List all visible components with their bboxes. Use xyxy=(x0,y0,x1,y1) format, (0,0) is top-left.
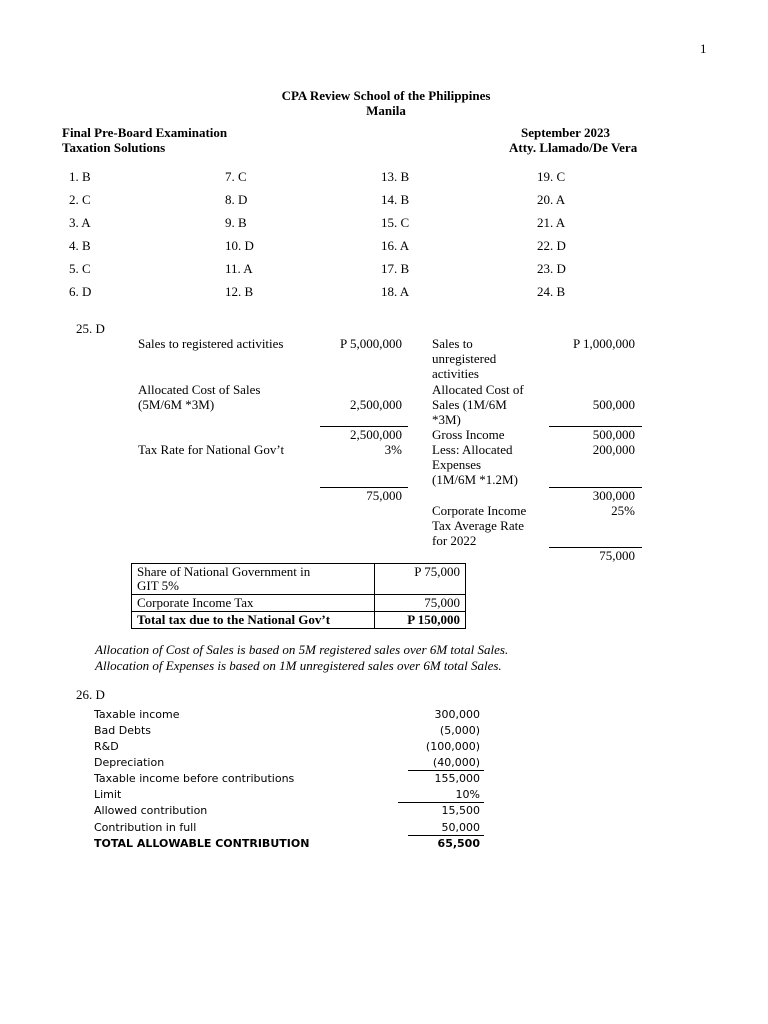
answer-item: 22. D xyxy=(537,238,566,253)
q25-r-cos-value: 500,000 xyxy=(592,397,635,412)
q25-gi-label: Gross Income xyxy=(432,427,505,442)
q25-net-value: 300,000 xyxy=(592,488,635,503)
q25-sales-registered-label: Sales to registered activities xyxy=(138,336,284,351)
answer-item: 8. D xyxy=(225,192,248,207)
q25-cos-label-2: (5M/6M *3M) xyxy=(138,397,215,412)
divider-line xyxy=(408,770,484,771)
q26-row-label: Bad Debts xyxy=(94,724,152,737)
q25-r-cos-label-1: Allocated Cost of xyxy=(432,382,524,397)
q25-rate-label: Tax Rate for National Gov’t xyxy=(138,442,285,457)
q26-row-label: R&D xyxy=(94,740,119,753)
answer-item: 3. A xyxy=(69,215,91,230)
q26-row-value: 155,000 xyxy=(434,772,480,785)
q26-row-label: Limit xyxy=(94,788,122,801)
answer-item: 12. B xyxy=(225,284,254,299)
divider-line xyxy=(408,835,484,836)
summary-label-cell xyxy=(132,564,375,595)
summary-row1-label-2: GIT 5% xyxy=(137,578,180,593)
answer-item: 14. B xyxy=(381,192,410,207)
q25-gi-value: 500,000 xyxy=(592,427,635,442)
answer-item: 18. A xyxy=(381,284,410,299)
answer-item: 23. D xyxy=(537,261,566,276)
exam-authors: Atty. Llamado/De Vera xyxy=(509,140,638,155)
summary-row3-value: P 150,000 xyxy=(375,612,466,629)
q25-summary-table xyxy=(131,563,466,629)
q26-row-value: (100,000) xyxy=(425,740,480,753)
page-number: 1 xyxy=(700,41,707,56)
q25-cit-label-2: Tax Average Rate xyxy=(432,518,524,533)
summary-row1-value: P 75,000 xyxy=(414,564,460,579)
q25-note-2: Allocation of Expenses is based on 1M unregistered sales over 6M total Sales. xyxy=(95,658,502,673)
summary-value-cell xyxy=(375,564,466,595)
q25-cos-label-1: Allocated Cost of Sales xyxy=(138,382,261,397)
table-row xyxy=(132,564,466,595)
exam-title: Final Pre-Board Examination xyxy=(62,125,228,140)
divider-line xyxy=(398,802,484,803)
exam-date: September 2023 xyxy=(521,125,610,140)
q25-cit-label-3: for 2022 xyxy=(432,533,477,548)
q26-total-label: TOTAL ALLOWABLE CONTRIBUTION xyxy=(94,837,310,850)
answer-item: 13. B xyxy=(381,169,410,184)
summary-row2-label: Corporate Income Tax xyxy=(132,595,375,612)
q25-exp-label-1: Less: Allocated xyxy=(432,442,513,457)
q26-row-label: Taxable income before contributions xyxy=(94,772,295,785)
answer-item: 6. D xyxy=(69,284,92,299)
answer-item: 11. A xyxy=(225,261,253,276)
q25-cos-value: 2,500,000 xyxy=(350,397,402,412)
q25-sales-unregistered-label-3: activities xyxy=(432,366,479,381)
q26-row-label: Taxable income xyxy=(94,708,180,721)
q25-exp-label-2: Expenses xyxy=(432,457,482,472)
q26-row-value: 15,500 xyxy=(441,804,480,817)
q25-r-cos-label-2: Sales (1M/6M xyxy=(432,397,507,412)
q26-row-value: (40,000) xyxy=(432,756,480,769)
answer-item: 10. D xyxy=(225,238,254,253)
q25-cit-label-1: Corporate Income xyxy=(432,503,527,518)
q25-note-1: Allocation of Cost of Sales is based on 5M registered sales over 6M total Sales. xyxy=(95,642,509,657)
answer-item: 17. B xyxy=(381,261,410,276)
q25-sales-unregistered-label-2: unregistered xyxy=(432,351,497,366)
q25-answer-label: 25. D xyxy=(76,321,105,336)
q25-exp-value: 200,000 xyxy=(592,442,635,457)
table-row xyxy=(132,595,466,612)
q26-total-value: 65,500 xyxy=(437,837,480,850)
q25-exp-label-3: (1M/6M *1.2M) xyxy=(432,472,518,487)
answer-item: 20. A xyxy=(537,192,566,207)
q26-row-value: (5,000) xyxy=(439,724,480,737)
q26-answer-label: 26. D xyxy=(76,687,105,702)
answer-item: 19. C xyxy=(537,169,566,184)
q25-sales-unregistered-value: P 1,000,000 xyxy=(573,336,635,351)
answer-item: 5. C xyxy=(69,261,91,276)
answer-item: 9. B xyxy=(225,215,247,230)
q25-cit-value: 75,000 xyxy=(599,548,635,563)
summary-row2-value: 75,000 xyxy=(375,595,466,612)
q26-row-label: Contribution in full xyxy=(94,821,197,834)
answer-item: 16. A xyxy=(381,238,410,253)
q25-sales-registered-value: P 5,000,000 xyxy=(340,336,402,351)
answer-item: 4. B xyxy=(69,238,91,253)
q25-rate-value: 3% xyxy=(384,442,402,457)
q25-tax-value: 75,000 xyxy=(366,488,402,503)
answer-item: 1. B xyxy=(69,169,91,184)
summary-row3-label: Total tax due to the National Gov’t xyxy=(132,612,375,629)
school-name: CPA Review School of the Philippines xyxy=(281,88,491,103)
answer-item: 24. B xyxy=(537,284,566,299)
summary-row1-label-1: Share of National Government in xyxy=(137,564,311,579)
school-city: Manila xyxy=(366,103,406,118)
q26-row-value: 10% xyxy=(455,788,480,801)
answer-item: 2. C xyxy=(69,192,91,207)
q26-row-label: Depreciation xyxy=(94,756,165,769)
answer-item: 21. A xyxy=(537,215,566,230)
answer-item: 15. C xyxy=(381,215,410,230)
q25-cit-rate-value: 25% xyxy=(611,503,635,518)
exam-subject: Taxation Solutions xyxy=(62,140,166,155)
q25-r-cos-label-3: *3M) xyxy=(432,412,461,427)
q26-row-value: 300,000 xyxy=(434,708,480,721)
q25-sales-unregistered-label-1: Sales to xyxy=(432,336,473,351)
q26-row-label: Allowed contribution xyxy=(94,804,208,817)
q25-gross-value: 2,500,000 xyxy=(350,427,402,442)
table-row xyxy=(132,612,466,629)
answer-item: 7. C xyxy=(225,169,247,184)
q26-row-value: 50,000 xyxy=(441,821,480,834)
